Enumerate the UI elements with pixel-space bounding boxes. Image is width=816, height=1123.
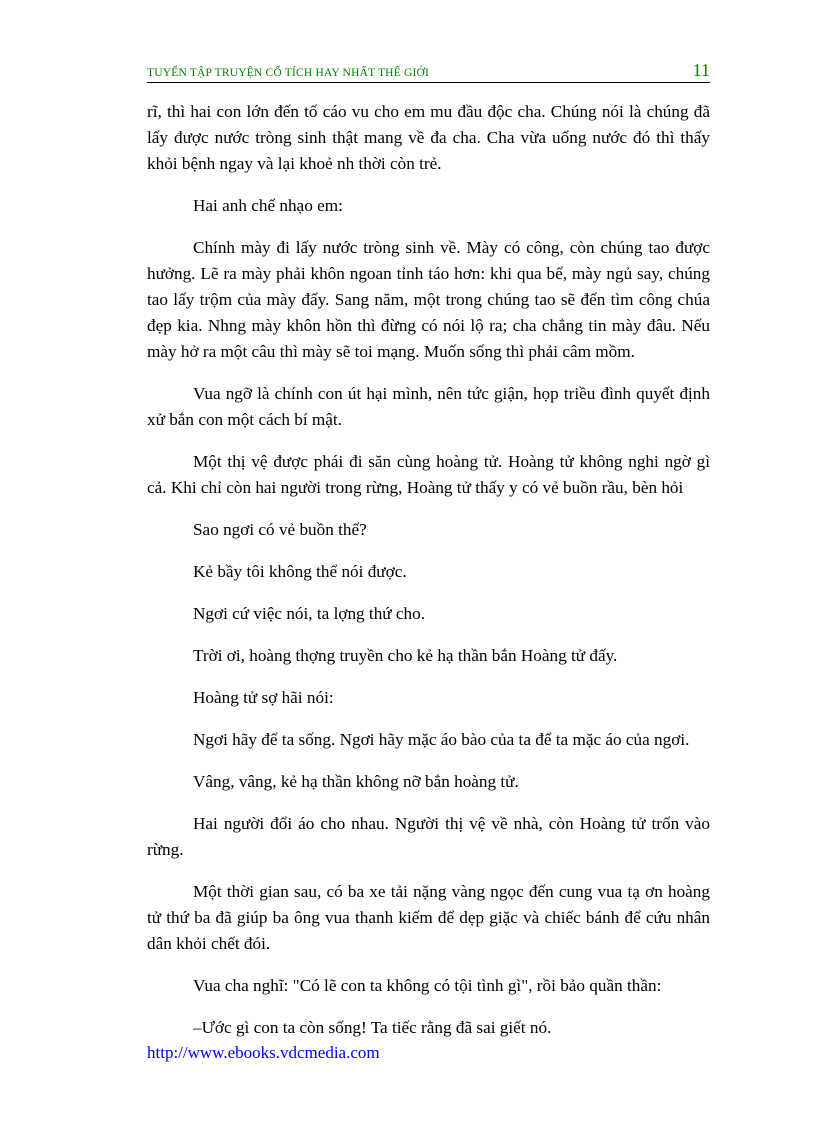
dialogue-line: –Ước gì con ta còn sống! Ta tiếc rằng đã sai giết nó. [193,1018,552,1037]
paragraph: rĩ, thì hai con lớn đến tố cáo vu cho em mu đầu độc cha. Chúng nói là chúng đã lấy được nước tròng sinh thật mang về đa cha. Cha vừa uống nước đó thì thấy khỏi bệnh ngay và lại khoẻ nh thời còn trẻ. [147,102,710,173]
dialogue-line: Hai anh chế nhạo em: [193,196,343,215]
dialogue-line: Hoàng tử sợ hãi nói: [193,688,334,707]
page-number: 11 [692,60,710,80]
dialogue-line: Trời ơi, hoàng thợng truyền cho kẻ hạ thần bắn Hoàng tử đấy. [193,646,618,665]
dialogue-line: Ngơi cứ việc nói, ta lợng thứ cho. [193,604,426,623]
dialogue-line: Vâng, vâng, kẻ hạ thần không nỡ bắn hoàng tử. [193,772,519,791]
book-title: TUYỂN TẬP TRUYỆN CỔ TÍCH HAY NHẤT THẾ GIỚI [147,67,430,79]
website-link[interactable]: http://www.ebooks.vdcmedia.com [147,1043,380,1062]
dialogue-line: Vua cha nghĩ: "Có lẽ con ta không có tội tình gì", rồi bảo quần thần: [193,976,662,995]
page-header [147,58,710,83]
paragraph: Một thị vệ được phái đi săn cùng hoàng tử. Hoàng tử không nghi ngờ gì cả. Khi chỉ còn hai người trong rừng, Hoàng tử thấy y có vẻ buồn rầu, bèn hỏi [147,452,710,497]
story-text [147,99,710,1057]
paragraph: Vua ngỡ là chính con út hại mình, nên tức giận, họp triều đình quyết định xử bắn con một cách bí mật. [147,384,710,429]
paragraph: Chính mày đi lấy nước tròng sinh về. Mày có công, còn chúng tao được hưởng. Lẽ ra mày phải khôn ngoan tỉnh táo hơn: khi qua bể, mày ngủ say, chúng tao lấy trộm của mày đấy. Sang năm, một trong chúng tao sẽ đến tìm công chúa đẹp kia. Nhng mày khôn hồn thì đừng có nói lộ ra; cha chẳng tin mày đâu. Nếu mày hở ra một câu thì mày sẽ toi mạng. Muốn sống thì phải câm mồm. [147,238,710,361]
dialogue-line: Ngơi hãy để ta sống. Ngơi hãy mặc áo bào của ta để ta mặc áo của ngơi. [193,730,690,749]
dialogue-line: Kẻ bầy tôi không thể nói được. [193,562,407,581]
paragraph: Một thời gian sau, có ba xe tải nặng vàng ngọc đến cung vua tạ ơn hoàng tử thứ ba đã giúp ba ông vua thanh kiếm để dẹp giặc và chiếc bánh để cứu nhân dân khỏi chết đói. [147,882,710,953]
dialogue-line: Sao ngơi có vẻ buồn thế? [193,520,367,539]
paragraph: Hai người đổi áo cho nhau. Người thị vệ về nhà, còn Hoàng tử trốn vào rừng. [147,814,710,859]
